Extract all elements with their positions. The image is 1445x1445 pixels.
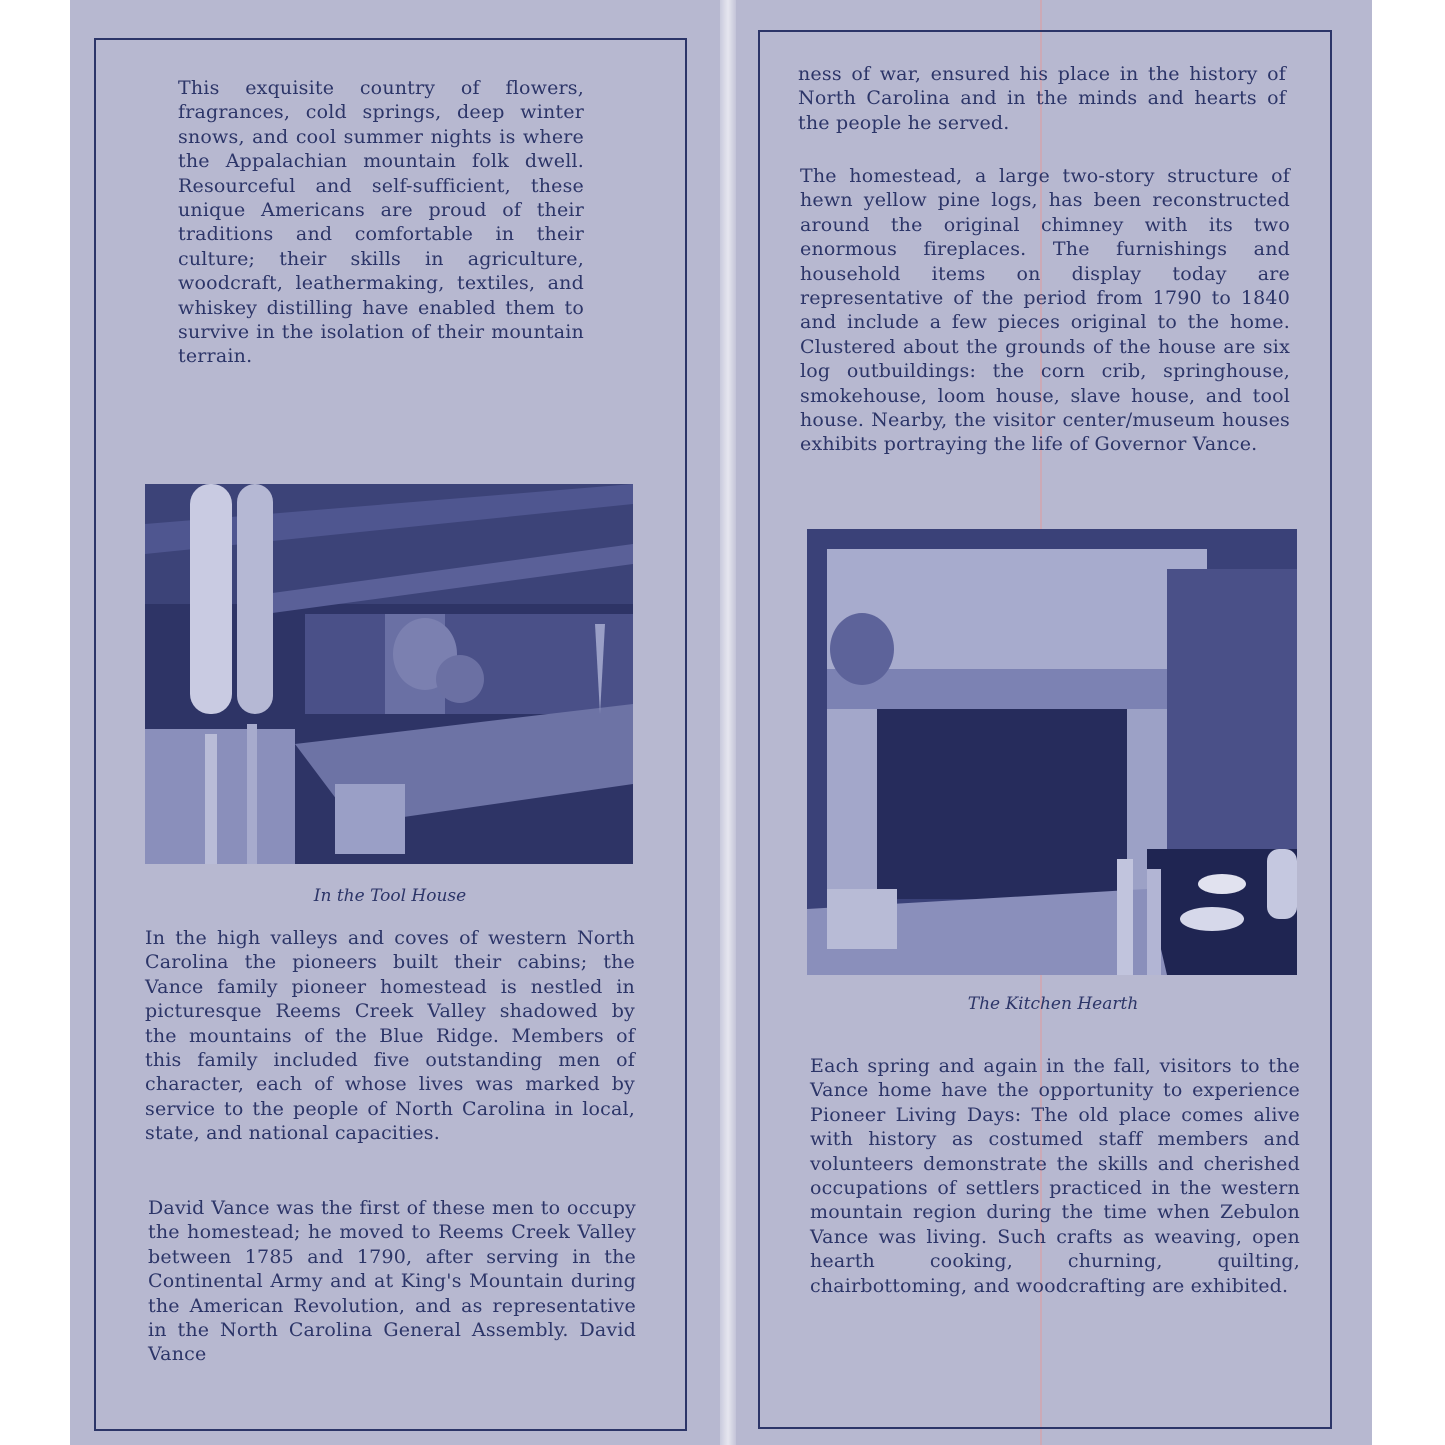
kitchen-hearth-photo <box>807 529 1297 975</box>
intro-paragraph: This exquisite country of flowers, fragrances, cold springs, deep winter snows, and cool summer nights is where the Appalachian mountain folk dwell. Resourceful and self-sufficient, these unique Americans are proud of their traditions and comfortable in their culture; their skills in agriculture, woodcraft, leathermaking, textiles, and whiskey distilling have enabled them to survive in the isolation of their mountain terrain. <box>178 77 584 368</box>
kitchen-hearth-caption: The Kitchen Hearth <box>967 994 1139 1014</box>
tool-house-caption: In the Tool House <box>313 886 467 906</box>
pioneer-days-paragraph: Each spring and again in the fall, visitors to the Vance home have the opportunity to experience Pioneer Living Days: The old place comes alive with history as costumed staff members and volunteers demonstrate the skills and cherished occupations of settlers practiced in the western mountain region during the time when Zebulon Vance was living. Such crafts as weaving, open hearth cooking, churning, quilting, chairbottoming, and woodcrafting are exhibited. <box>810 1055 1300 1297</box>
war-continued-paragraph: ness of war, ensured his place in the history of North Carolina and in the minds and hearts of the people he served. <box>798 63 1286 134</box>
homestead-paragraph: The homestead, a large two-story structure of hewn yellow pine logs, has been reconstructed around the original chimney with its two enormous fireplaces. The furnishings and household items on display today are representative of the period from 1790 to 1840 and include a few pieces original to the home. Clustered about the grounds of the house are six log outbuildings: the corn crib, springhouse, smokehouse, loom house, slave house, and tool house. Nearby, the visitor center/museum houses exhibits portraying the life of Governor Vance. <box>800 165 1290 456</box>
david-vance-paragraph: David Vance was the first of these men to occupy the homestead; he moved to Reems Creek Valley between 1785 and 1790, after serving in the Continental Army and at King's Mountain during the American Revolution, and as representative in the North Carolina General Assembly. David Vance <box>148 1197 636 1366</box>
fold-line <box>720 0 736 1445</box>
valleys-paragraph: In the high valleys and coves of western North Carolina the pioneers built their cabins; the Vance family pioneer homestead is nestled in picturesque Reems Creek Valley shadowed by the mountains of the Blue Ridge. Members of this family included five outstanding men of character, each of whose lives was marked by service to the people of North Carolina in local, state, and national capacities. <box>145 927 635 1145</box>
tool-house-photo <box>145 484 633 864</box>
